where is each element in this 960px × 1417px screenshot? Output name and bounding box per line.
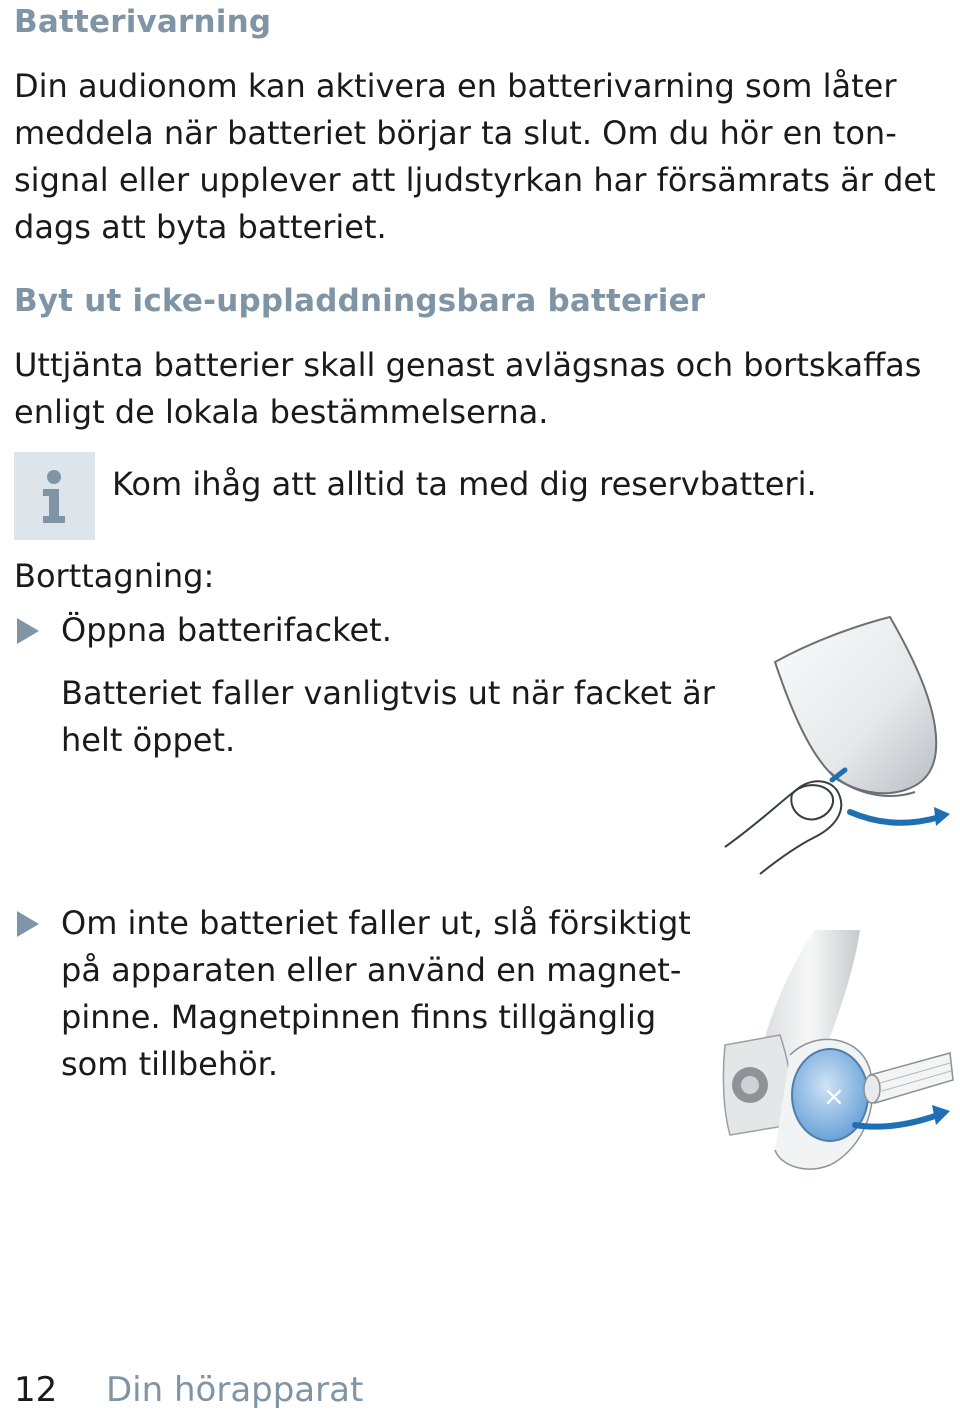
magnet-pin — [870, 1053, 953, 1103]
paragraph-line: som tillbehör. — [61, 1045, 279, 1083]
paragraph-line: signal eller upplever att ljudstyrkan har försämrats är det — [14, 161, 936, 199]
replace-batteries-heading: Byt ut icke-uppladdningsbara batterier — [14, 283, 706, 319]
motion-arrow-icon — [850, 812, 940, 823]
paragraph-line: Uttjänta batterier skall genast avlägsnas och bortskaffas — [14, 346, 922, 384]
paragraph-line: pinne. Magnetpinnen finns tillgänglig — [61, 998, 657, 1036]
info-note-box — [14, 452, 95, 540]
paragraph-line: på apparaten eller använd en magnet- — [61, 951, 682, 989]
battery-warning-paragraph — [14, 63, 936, 251]
footer-title: Din hörapparat — [106, 1370, 364, 1410]
hearing-aid-shell — [775, 617, 936, 793]
replace-batteries-paragraph — [14, 342, 921, 436]
magnet-pin-removal-illustration — [720, 925, 955, 1180]
fingernail — [791, 785, 833, 819]
page-number: 12 — [14, 1370, 58, 1410]
step-arrow-icon — [17, 618, 39, 644]
paragraph-line: dags att byta batteriet. — [14, 208, 387, 246]
step-1-detail — [61, 670, 715, 764]
step-1-text: Öppna batterifacket. — [61, 611, 392, 649]
info-icon — [14, 452, 95, 540]
battery-warning-heading: Batterivarning — [14, 4, 272, 40]
paragraph-line: Batteriet faller vanligtvis ut när facket är — [61, 674, 715, 712]
step-2-text — [61, 900, 691, 1088]
svg-text:×: × — [823, 1082, 845, 1112]
paragraph-line: Din audionom kan aktivera en batterivarning som låter — [14, 67, 897, 105]
paragraph-line: enligt de lokala bestämmelserna. — [14, 393, 549, 431]
removal-label: Borttagning: — [14, 557, 215, 595]
paragraph-line: helt öppet. — [61, 721, 236, 759]
paragraph-line: Om inte batteriet faller ut, slå försiktigt — [61, 904, 691, 942]
open-battery-compartment-illustration — [720, 612, 955, 882]
paragraph-line: meddela när batteriet börjar ta slut. Om du hör en ton- — [14, 114, 897, 152]
info-note-text: Kom ihåg att alltid ta med dig reservbatteri. — [112, 465, 817, 503]
step-arrow-icon — [17, 911, 39, 937]
